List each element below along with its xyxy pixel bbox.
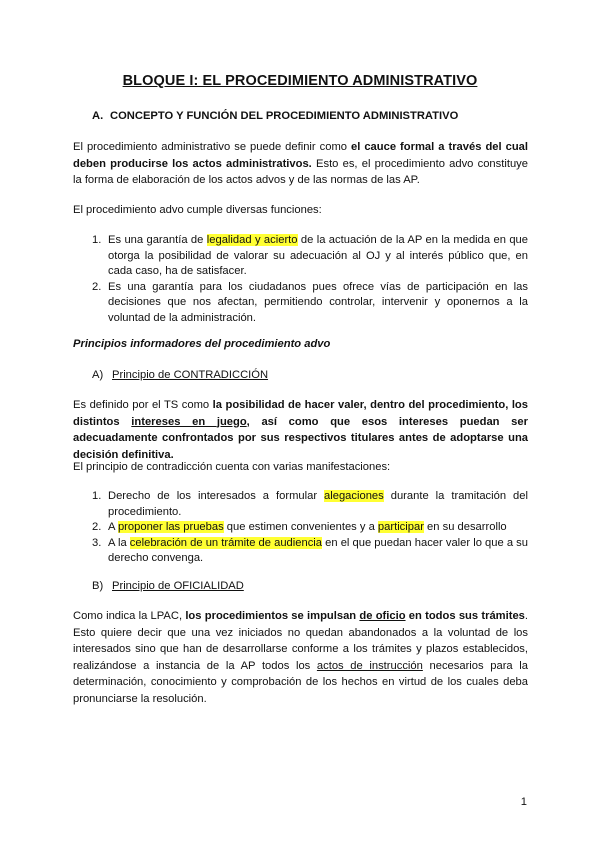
principle-a-heading — [92, 369, 268, 381]
principle-letter: A) — [92, 369, 104, 381]
list-number: 2. — [92, 521, 102, 533]
list-number: 1. — [92, 234, 102, 246]
text-run: Como indica la LPAC, — [73, 610, 186, 622]
text-run: Es una garantía para los ciudadanos pues ofrece vías de participación en las decisiones que nos afectan, permitiendo controlar, intervenir y oponernos a la voluntad de la administración. — [108, 280, 528, 324]
list-item — [92, 489, 528, 520]
section-letter: A. — [92, 110, 104, 122]
bold-run: en todos sus trámites — [405, 610, 525, 622]
text-run: que estimen convenientes y a — [223, 521, 378, 533]
definition-paragraph — [73, 139, 528, 189]
text-run: Esto es, el procedimiento advo constituye la forma de elaboración de los actos advos y de las normas de las AP. — [73, 157, 528, 186]
list-item — [92, 520, 528, 536]
bold-run: la posibilidad de hacer valer, dentro del procedimiento, los distintos — [73, 399, 528, 428]
list-number: 2. — [92, 280, 102, 293]
underlined-run: actos de instrucción — [316, 659, 423, 672]
section-title: CONCEPTO Y FUNCIÓN DEL PROCEDIMIENTO ADMINISTRATIVO — [110, 110, 459, 122]
bold-underlined-run: de oficio — [359, 610, 406, 622]
oficialidad-paragraph — [73, 608, 528, 707]
text-run: . Esto quiere decir que una vez iniciados no quedan abandonados a la voluntad de los interesados sino que han de desarrollarse conforme a los trámites y plazos establecidos, realizándose a instancia de la AP todos los — [73, 610, 529, 672]
text-run: durante la tramitación del procedimiento. — [108, 490, 528, 518]
page-title: BLOQUE I: EL PROCEDIMIENTO ADMINISTRATIVO — [122, 73, 478, 89]
text-run: necesarios para la determinación, conocimiento y comprobación de los hechos en virtud de los cuales deba pronunciarse la resolución. — [73, 659, 528, 705]
functions-list — [92, 233, 528, 326]
principles-heading: Principios informadores del procedimiento advo — [73, 338, 331, 350]
text-run: Derecho de los interesados a formular — [108, 490, 325, 502]
bold-run: , así como que esos intereses puedan ser adecuadamente confrontados por sus respectivos titulares antes de adoptarse una decisión definitiva. — [73, 415, 528, 461]
highlighted-text: legalidad y acierto — [206, 234, 298, 246]
text-run: Es una garantía de — [108, 234, 207, 246]
principle-title: Principio de CONTRADICCIÓN — [112, 369, 269, 381]
text-run: de la actuación de la AP en la medida en que otorga la posibilidad de valorar su adecuación al OJ y al interés público que, en cada caso, ha de satisfacer. — [108, 234, 528, 277]
highlighted-text: proponer las pruebas — [117, 521, 224, 533]
list-item — [92, 536, 528, 567]
text-run: A — [108, 521, 118, 533]
principle-letter: B) — [92, 580, 104, 592]
list-number: 1. — [92, 490, 102, 502]
highlighted-text: participar — [377, 521, 424, 533]
manifestations-intro: El principio de contradicción cuenta con varias manifestaciones: — [73, 461, 391, 473]
functions-intro: El procedimiento advo cumple diversas funciones: — [73, 204, 322, 216]
contradiction-definition — [73, 397, 528, 463]
principle-title: Principio de OFICIALIDAD — [112, 580, 244, 592]
principle-b-heading — [92, 580, 244, 592]
section-heading-a — [92, 110, 458, 122]
highlighted-text: celebración de un trámite de audiencia — [129, 536, 323, 549]
bold-run: el cauce formal a través del cual deben producirse los actos administrativos. — [73, 141, 528, 170]
text-run: en su desarrollo — [423, 521, 507, 533]
text-run: A la — [108, 536, 130, 549]
text-run: El procedimiento administrativo se puede definir como — [73, 141, 351, 153]
list-item — [92, 233, 528, 280]
list-item — [92, 280, 528, 327]
bold-underlined-run: intereses en juego — [131, 415, 247, 428]
text-run: en el que puedan hacer valer lo que a su derecho convenga. — [108, 536, 528, 564]
manifestations-list — [92, 489, 528, 567]
highlighted-text: alegaciones — [324, 490, 384, 502]
bold-run: los procedimientos se impulsan — [185, 610, 360, 622]
text-run: Es definido por el TS como — [73, 399, 213, 411]
page-number: 1 — [520, 796, 527, 808]
list-number: 3. — [92, 536, 102, 549]
